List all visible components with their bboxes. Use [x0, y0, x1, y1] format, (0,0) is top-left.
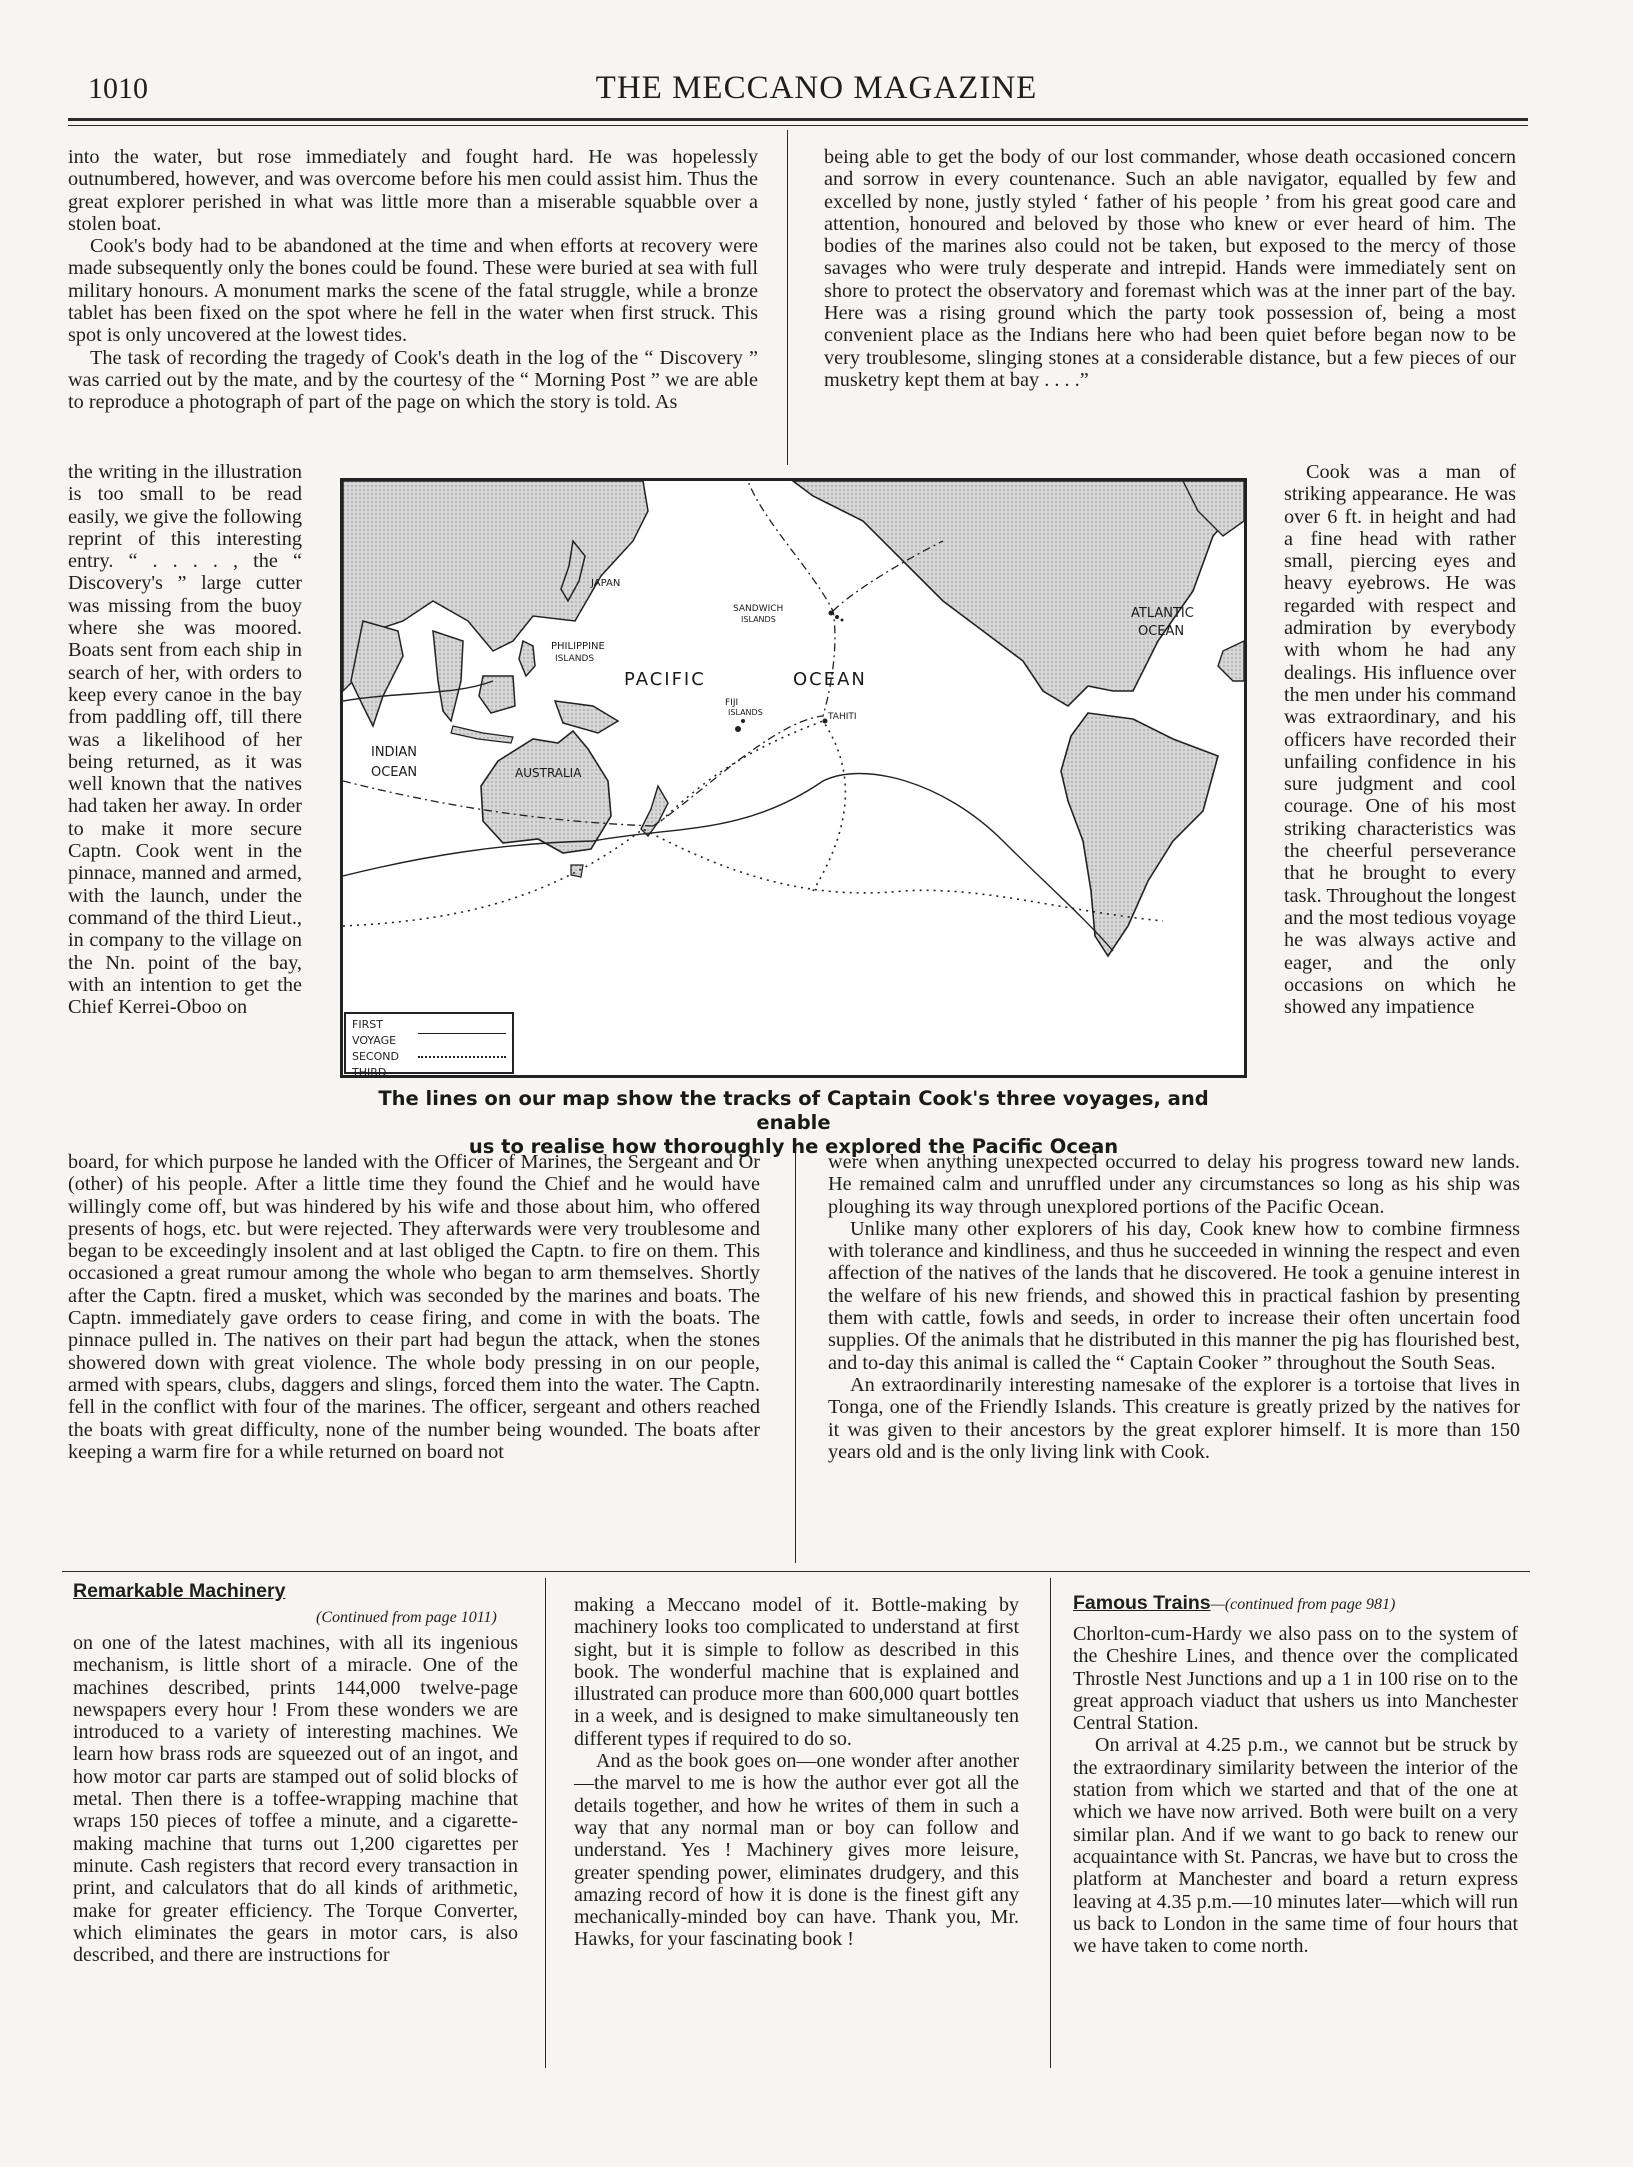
- label-atlantic: ATLANTIC: [1131, 606, 1194, 621]
- label-sandwich: SANDWICH: [733, 604, 784, 614]
- legend-second: SECOND: [352, 1050, 399, 1063]
- article-col1-narrow: [68, 461, 302, 1018]
- paragraph: on one of the latest machines, with all its ingenious mechanism, is little short of a miracle. One of the machines described, prints 144,000 twelve-page newspapers every hour ! From these wonders we are introduced to a variety of interesting machines. We learn how brass rods are squeezed out of an ingot, and how motor car parts are stamped out of solid blocks of metal. Then there is a toffee-wrapping machine that wraps 150 pieces of toffee a minute, and a cigarette-making machine that turns out 1,200 cigarettes per minute. Cash registers that record every transaction in print, and calculators that do all kinds of arithmetic, make for greater efficiency. The Torque Converter, which eliminates the gears in motor cars, is also described, and there are instructions for: [73, 1632, 518, 1967]
- article-col2-top: [824, 146, 1516, 391]
- borneo-landmass: [479, 676, 515, 713]
- header-rule-bottom: [68, 125, 1528, 126]
- lower-column-rule-1: [545, 1578, 546, 2068]
- article-col1-bottom: [68, 1151, 760, 1463]
- label-fiji-islands: ISLANDS: [728, 708, 763, 717]
- paragraph: An extraordinarily interesting namesake of the explorer is a tortoise that lives in Tonga, one of the Friendly Islands. This creature is greatly prized by the natives for it was given to their ancestors by the great explorer himself. It is more than 150 years old and is the only living link with Cook.: [828, 1373, 1520, 1463]
- article-col1-top: [68, 146, 758, 414]
- paragraph: Cook's body had to be abandoned at the time and when efforts at recovery were made subsequently only the bones could be found. These were buried at sea with full military honours. A monument marks the scene of the fatal struggle, while a bronze tablet has been fixed on the spot where he fell in the water when first struck. This spot is only uncovered at the lowest tides.: [68, 235, 758, 347]
- article-col2-bottom: [828, 1151, 1520, 1463]
- machinery-heading: Remarkable Machinery: [73, 1580, 286, 1602]
- article-col2-narrow: [1284, 461, 1516, 1018]
- label-philippine-islands: ISLANDS: [555, 654, 595, 664]
- label-atlantic-ocean: OCEAN: [1138, 624, 1185, 639]
- label-japan: JAPAN: [591, 578, 621, 589]
- new-guinea-landmass: [555, 701, 618, 733]
- voyages-map: [340, 478, 1247, 1078]
- paragraph: making a Meccano model of it. Bottle-making by machinery looks too complicated to understand at first sight, but it is simple to follow as described in this book. The wonderful machine that is explained and illustrated can produce more than 600,000 quart bottles in a week, and is designed to make simultaneously ten different types if required to do so.: [574, 1594, 1019, 1750]
- label-ocean: OCEAN: [793, 669, 867, 690]
- second-voyage-track: [343, 721, 1163, 926]
- column-rule-lower: [795, 1143, 796, 1563]
- trains-continued: —(continued from page 981): [1210, 1596, 1396, 1613]
- label-australia: AUSTRALIA: [515, 766, 582, 780]
- paragraph: On arrival at 4.25 p.m., we cannot but be struck by the extraordinary similarity between the interior of the station from which we started and that of the one at which we have now arrived. Both were built on a very similar plan. And if we want to go back to renew our acquaintance with St. Pancras, we have but to cross the platform at Manchester and board a return express leaving at 4.35 p.m.—10 minutes later—which will run us back to London in the same time of four hours that we have taken to come north.: [1073, 1734, 1518, 1958]
- trains-col: [1073, 1623, 1518, 1957]
- legend-third: THIRD: [352, 1066, 387, 1079]
- column-rule-upper: [787, 130, 788, 465]
- paragraph: into the water, but rose immediately and fought hard. He was hopelessly outnumbered, however, and was overcome before his men could assist him. Thus the great explorer perished in what was little more than a miserable squabble over a stolen boat.: [68, 146, 758, 235]
- label-tahiti: TAHITI: [828, 712, 857, 722]
- paragraph: And as the book goes on—one wonder after another—the marvel to me is how the author ever got all the details together, and how he writes of them in such a way that any normal man or boy can follow and understand. Yes ! Machinery gives more leisure, greater spending power, eliminates drudgery, and this amazing record of how it is done is the finest gift any mechanically-minded boy can have. Thank you, Mr. Hawks, for your fascinating book !: [574, 1750, 1019, 1951]
- se-asia-landmass: [433, 631, 463, 721]
- paragraph: Chorlton-cum-Hardy we also pass on to the system of the Cheshire Lines, and thence over the complicated Throstle Nest Junctions and up a 1 in 100 rise on to the great approach viaduct that ushers us into Manchester Central Station.: [1073, 1623, 1518, 1735]
- paragraph: The task of recording the tragedy of Cook's death in the log of the “ Discovery ” was carried out by the mate, and by the courtesy of the “ Morning Post ” we are able to reproduce a photograph of part of the page on which the story is told. As: [68, 346, 758, 414]
- trains-heading-row: [1073, 1592, 1523, 1615]
- map-drawing: [343, 481, 1244, 1075]
- legend-line-solid: [418, 1033, 506, 1034]
- africa-landmass: [1218, 641, 1244, 681]
- label-indian-ocean: OCEAN: [371, 765, 418, 780]
- label-fiji: FIJI: [725, 698, 739, 708]
- paragraph: Unlike many other explorers of his day, Cook knew how to combine firmness with tolerance and kindliness, and thus he succeeded in winning the respect and even affection of the natives of the lands that he discovered. He took a genuine interest in the welfare of his new friends, and showed this in practical fashion by presenting them with cattle, fowls and seeds, in order to increase their often uncertain food supplies. Of the animals that he distributed in this manner the pig has flourished best, and to-day this animal is called the “ Captain Cooker ” throughout the South Seas.: [828, 1217, 1520, 1374]
- indonesia-islands: [451, 726, 513, 743]
- machinery-continued: (Continued from page 1011): [316, 1609, 497, 1626]
- australia-landmass: [481, 731, 611, 853]
- new-zealand-landmass: [641, 786, 668, 836]
- paragraph: being able to get the body of our lost commander, whose death occasioned concern and sorrow in every countenance. Such an able navigator, equalled by few and excelled by none, justly styled ‘ father of his people ’ from his great good care and attention, honoured and beloved by those who knew or ever heard of him. The bodies of the marines also could not be taken, but exposed to the mercy of those savages who were truly desperate and intrepid. Hands were immediately sent on shore to protect the observatory and foremast which was at the inner part of the bay. Here was a rising ground which the party took possession of, being a most convenient place as the Indians here who had been quiet before began now to be very troublesome, slinging stones at a considerable distance, but a few pieces of our musketry kept them at bay . . . .”: [824, 146, 1516, 391]
- label-philippine: PHILIPPINE: [551, 641, 605, 652]
- label-pacific: PACIFIC: [624, 669, 706, 690]
- first-voyage-track: [343, 681, 1113, 951]
- paragraph: Cook was a man of striking appearance. He was over 6 ft. in height and had a fine head with rather small, piercing eyes and heavy eyebrows. He was regarded with respect and admiration by everybody with whom he had any dealings. His influence over the men under his command was extraordinary, and his officers have recorded their unfailing confidence in his sure judgment and cool courage. One of his most striking characteristics was the cheerful perseverance that he brought to every task. Throughout the longest and the most tedious voyage he was always active and eager, and the only occasions on which he showed any impatience: [1284, 461, 1516, 1019]
- magazine-title: THE MECCANO MAGAZINE: [595, 70, 1038, 106]
- legend-line-dashed: [418, 1073, 506, 1074]
- paragraph: were when anything unexpected occurred to delay his progress toward new lands. He remained calm and unruffled under any circumstances so long as his ship was ploughing its way through unexplored portions of the Pacific Ocean.: [828, 1151, 1520, 1218]
- lower-column-rule-2: [1050, 1578, 1051, 2068]
- tasmania-landmass: [571, 865, 583, 877]
- header-rule-top: [68, 118, 1528, 121]
- label-sandwich-islands: ISLANDS: [741, 615, 776, 624]
- machinery-col-a: [73, 1632, 518, 1966]
- map-legend: [344, 1012, 514, 1079]
- caption-line-2: us to realise how thoroughly he explored the Pacific Ocean: [468, 1135, 1119, 1158]
- label-indian: INDIAN: [371, 745, 418, 760]
- legend-line-dotted: [418, 1056, 506, 1058]
- page-number: 1010: [88, 72, 148, 105]
- south-america-landmass: [1061, 713, 1218, 956]
- paragraph: the writing in the illustration is too small to be read easily, we give the following reprint of this interesting entry. “ . . . . , the “ Discovery's ” large cutter was missing from the buoy where she was moored. Boats sent from each ship in search of her, with orders to keep every canoe in the bay from paddling off, till there was a likelihood of her being returned, as it was well known that the natives had taken her away. In order to make it more secure Captn. Cook went in the pinnace, manned and armed, with the launch, under the command of the third Lieut., in company to the village on the Nn. point of the bay, with an intention to get the Chief Kerrei-Oboo on: [68, 461, 302, 1019]
- paragraph: board, for which purpose he landed with the Officer of Marines, the Sergeant and Or (other) of his people. After a little time they found the Chief and he would have willingly come off, but was hindered by his wife and those about him, who offered presents of hogs, etc. but were rejected. They afterwards were very troublesome and began to be exceedingly insolent and at last obliged the Captn. to fire on them. This occasioned a great rumour among the whole who began to arm themselves. Shortly after the Captn. fired a musket, which was seconded by the marines and boats. The Captn. immediately gave orders to cease firing, and come in with the boats. The pinnace pulled in. The natives on their part had begun the attack, when the stones showered down with great violence. The whole body pressing in on our people, armed with spears, clubs, daggers and slings, forced them into the water. The Captn. fell in the conflict with four of the marines. The officer, sergeant and others reached the boats with great difficulty, none of the number being wounded. The boats after keeping a warm fire for a while returned on board not: [68, 1151, 760, 1463]
- map-caption: [340, 1087, 1247, 1159]
- trains-heading: Famous Trains: [1073, 1592, 1211, 1614]
- caption-line-1: The lines on our map show the tracks of Captain Cook's three voyages, and enable: [378, 1087, 1209, 1134]
- section-rule: [62, 1571, 1530, 1572]
- machinery-col-b: [574, 1594, 1019, 1951]
- philippines-landmass: [519, 641, 535, 676]
- legend-first: FIRST VOYAGE: [352, 1018, 397, 1047]
